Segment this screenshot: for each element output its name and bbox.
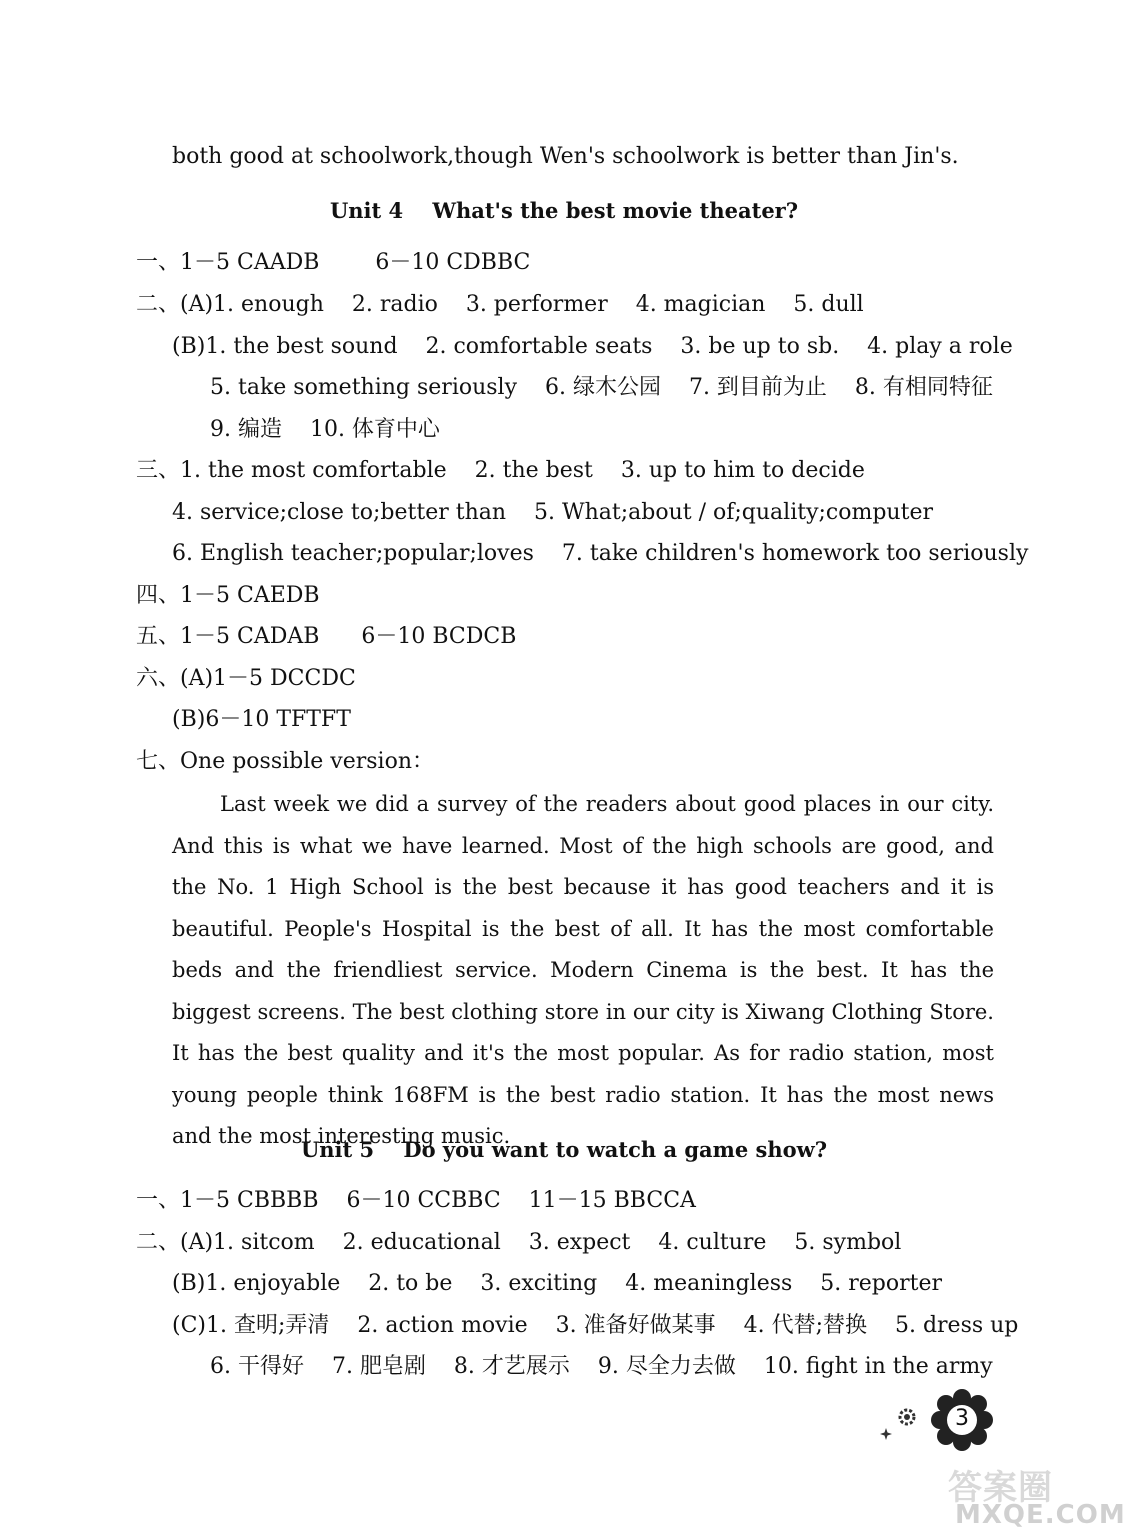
unit4-line-9: 四、1－5 CAEDB	[136, 583, 320, 608]
unit4-line-13: 七、One possible version：	[136, 749, 434, 774]
unit5-title: Unit 5 Do you want to watch a game show?	[300, 1137, 828, 1162]
unit5-line-1: 一、1－5 CBBBB 6－10 CCBBC 11－15 BBCCA	[136, 1188, 696, 1213]
unit4-line-11: 六、(A)1－5 DCCDC	[136, 666, 356, 691]
unit5-line-2: 二、(A)1. sitcom 2. educational 3. expect 4. culture 5. symbol	[136, 1230, 902, 1255]
unit4-line-5: 9. 编造 10. 体育中心	[210, 417, 440, 442]
unit4-line-4: 5. take something seriously 6. 绿木公园 7. 到目前为止 8. 有相同特征	[210, 375, 993, 400]
unit4-line-6: 三、1. the most comfortable 2. the best 3. up to him to decide	[136, 458, 865, 483]
unit4-line-3: (B)1. the best sound 2. comfortable seats 3. be up to sb. 4. play a role	[172, 334, 1013, 359]
unit4-title: Unit 4 What's the best movie theater?	[329, 198, 799, 223]
unit5-line-4: (C)1. 查明;弄清 2. action movie 3. 准备好做某事 4. 代替;替换 5. dress up	[172, 1313, 1019, 1338]
unit5-line-3: (B)1. enjoyable 2. to be 3. exciting 4. meaningless 5. reporter	[172, 1271, 943, 1296]
unit4-line-1: 一、1－5 CAADB 6－10 CDBBC	[136, 250, 531, 275]
page-number: 3	[955, 1406, 969, 1431]
unit4-essay: Last week we did a survey of the readers about good places in our city. And this is what we have learned. Most of the high schools are good, and the No. 1 High School is the best because it has good teachers and it is beautiful. People's Hospital is the best of all. It has the most comfortable beds and the friendliest service. Modern Cinema is the best. It has the biggest screens. The best clothing store in our city is Xiwang Clothing Store. It has the best quality and it's the most popular. As for radio station, most young people think 168FM is the best radio station. It has the most news and the most interesting music.	[172, 792, 994, 1148]
unit4-line-2: 二、(A)1. enough 2. radio 3. performer 4. magician 5. dull	[136, 292, 864, 317]
intro-line: both good at schoolwork,though Wen's schoolwork is better than Jin's.	[172, 144, 959, 169]
watermark-logo: 答案圈	[948, 1468, 1053, 1508]
gear-decoration-icon	[895, 1405, 919, 1429]
unit5-line-5: 6. 干得好 7. 肥皂剧 8. 才艺展示 9. 尽全力去做 10. fight in the army	[210, 1354, 993, 1379]
unit4-line-12: (B)6－10 TFTFT	[172, 707, 351, 732]
star-decoration-icon	[880, 1428, 892, 1440]
watermark-url: MXQE.COM	[955, 1500, 1126, 1530]
unit4-line-7: 4. service;close to;better than 5. What;about / of;quality;computer	[172, 500, 933, 525]
unit4-line-8: 6. English teacher;popular;loves 7. take children's homework too seriously	[172, 541, 1029, 566]
unit4-line-10: 五、1－5 CADAB 6－10 BCDCB	[136, 624, 517, 649]
